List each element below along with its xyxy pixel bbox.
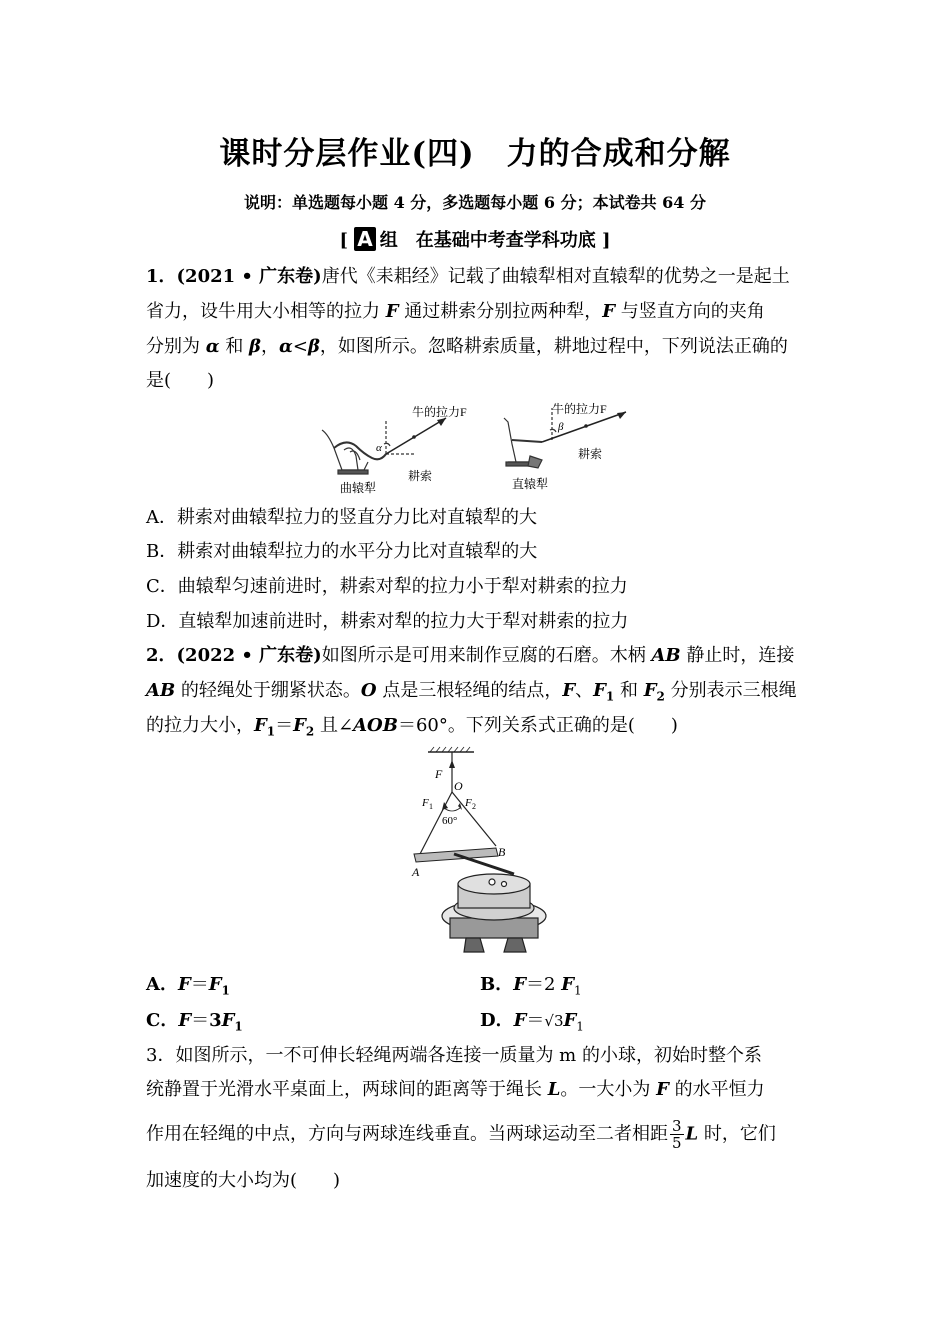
rope-ob — [452, 792, 496, 846]
label-F1: F — [422, 797, 429, 809]
q3-line-3 — [146, 1118, 808, 1151]
curved-plough-drawing — [322, 420, 416, 474]
sub-1: 1 — [576, 1019, 584, 1034]
force-label-right: 牛的拉力F — [552, 402, 607, 416]
straight-plough-label: 直辕犁 — [512, 477, 549, 491]
force-label-left: 牛的拉力F — [412, 405, 467, 419]
q1-line-2 — [146, 299, 808, 325]
q1-text-1: 唐代《耒耜经》记载了曲辕犁相对直辕犁的优势之一是起土 — [321, 266, 790, 287]
q2-text-3b: 且∠ — [314, 715, 354, 736]
arrow-head-icon — [617, 412, 626, 419]
fraction-numerator: 3 — [672, 1117, 682, 1135]
eq: ＝ — [526, 1010, 545, 1031]
q3-text-2c: 的水平恒力 — [668, 1079, 765, 1100]
var-F: F — [178, 1010, 192, 1031]
q2-text-2f: 分别表示三根绳 — [664, 680, 797, 701]
var-beta: β — [307, 336, 320, 357]
var-AOB: AOB — [353, 715, 398, 736]
q2-option-a[interactable] — [146, 972, 446, 1004]
fraction-3-5 — [670, 1118, 684, 1151]
var-F1: F — [208, 974, 222, 995]
q1-line-3 — [146, 334, 808, 360]
q3-text-3a: 作用在轻绳的中点，方向与两球连线垂直。当两球运动至二者相距 — [146, 1123, 668, 1145]
q1-text-3b: ，如图所示。忽略耕索质量，耕地过程中，下列说法正确的 — [319, 336, 788, 357]
sub-2: 2 — [656, 689, 665, 704]
coef-3: 3 — [209, 1010, 222, 1031]
q1-and: 和 — [219, 336, 250, 357]
var-F: F — [513, 974, 526, 995]
q1-source: (2021 • 广东卷) — [176, 266, 322, 287]
q2-text-2b: 的轻绳处于绷紧状态。 — [175, 680, 361, 701]
q2-and: 和 — [614, 680, 644, 701]
var-F1: F — [254, 715, 267, 736]
q2-text-1b: 静止时，连接 — [680, 645, 795, 666]
q1-text-2a: 省力，设牛用大小相等的拉力 — [146, 301, 386, 322]
label-F1-sub: 1 — [429, 802, 433, 811]
label-angle: 60° — [442, 815, 458, 827]
sub-1: 1 — [234, 1019, 243, 1034]
plough-figure — [316, 400, 636, 496]
q2-option-d[interactable] — [480, 1008, 780, 1040]
fraction-denominator: 5 — [672, 1134, 682, 1152]
q2-eq: ＝ — [275, 715, 294, 736]
arrow-up-icon — [449, 760, 455, 768]
rope-dot — [412, 435, 416, 439]
var-alpha: α — [279, 336, 293, 357]
force-arrow-right — [542, 412, 626, 442]
q1-option-a[interactable]: A．耕索对曲辕犁拉力的竖直分力比对直辕犁的大 — [146, 507, 537, 528]
q2-text-1a: 如图所示是可用来制作豆腐的石磨。木柄 — [321, 645, 652, 666]
q3-line-2 — [146, 1077, 808, 1103]
root-3: √3 — [544, 1012, 564, 1030]
q1-text-2c: 与竖直方向的夹角 — [615, 301, 765, 322]
q1-line-4: 是( ) — [146, 370, 215, 391]
q2-sep: 、 — [575, 680, 594, 701]
label-F: F — [435, 767, 443, 781]
group-heading — [0, 226, 950, 252]
var-O: O — [360, 680, 377, 701]
option-d-label: D． — [480, 1010, 514, 1031]
eq: ＝ — [526, 974, 544, 995]
curved-plough-label: 曲辕犁 — [340, 481, 377, 495]
q3-line-4: 加速度的大小均为( ) — [146, 1170, 341, 1191]
sub-1: 1 — [573, 983, 582, 998]
bracket-left: [ — [339, 230, 348, 251]
rope-label-left: 耕索 — [408, 469, 433, 483]
label-A: A — [412, 865, 420, 879]
q2-text-3a: 的拉力大小， — [146, 715, 254, 736]
q2-number: 2． — [146, 645, 177, 666]
sub-1: 1 — [605, 689, 615, 704]
var-AB: AB — [651, 645, 681, 666]
q3-line-1: 3．如图所示，一不可伸长轻绳两端各连接一质量为 m 的小球，初始时整个系 — [146, 1045, 762, 1066]
rope-dot — [584, 424, 588, 428]
label-F2-sub: 2 — [472, 802, 476, 811]
var-F: F — [177, 974, 191, 995]
q2-option-c[interactable] — [146, 1008, 446, 1040]
straight-plough-drawing — [504, 408, 556, 468]
var-beta: β — [249, 336, 261, 357]
q3-text-2b: 。一大小为 — [560, 1079, 657, 1100]
var-F: F — [513, 1010, 527, 1031]
millstone-figure — [404, 746, 554, 958]
sub-2: 2 — [305, 724, 315, 739]
option-b-label: B． — [480, 974, 514, 995]
bracket-right: ] — [602, 230, 611, 251]
sub-1: 1 — [221, 983, 230, 998]
q1-lt: < — [292, 336, 308, 357]
var-L: L — [547, 1079, 561, 1100]
q1-text-2b: 通过耕索分别拉两种犁， — [398, 301, 603, 322]
q1-option-b[interactable]: B．耕索对曲辕犁拉力的水平分力比对直辕犁的大 — [146, 541, 538, 562]
var-AB: AB — [146, 680, 176, 701]
var-F: F — [385, 301, 399, 322]
label-F2: F — [465, 797, 472, 809]
var-F1: F — [563, 1010, 577, 1031]
sub-1: 1 — [266, 724, 276, 739]
q2-source: (2022 • 广东卷) — [176, 645, 322, 666]
q2-option-b[interactable] — [480, 972, 780, 1004]
group-label: 组 在基础中考查学科功底 — [379, 230, 596, 251]
q2-line-1 — [146, 643, 808, 669]
var-F1: F — [593, 680, 606, 701]
beta-label: β — [558, 421, 564, 433]
q1-text-3a: 分别为 — [146, 336, 206, 357]
q3-text-3b: 时，它们 — [698, 1123, 776, 1145]
eq: ＝ — [191, 1010, 210, 1031]
label-O: O — [454, 779, 463, 793]
var-F1: F — [221, 1010, 235, 1031]
eq: ＝ — [190, 974, 209, 995]
q2-line-3 — [146, 713, 808, 745]
group-badge: A — [354, 227, 375, 251]
q1-comma: ， — [261, 336, 279, 357]
label-B: B — [498, 845, 506, 859]
var-F1: F — [561, 974, 574, 995]
option-c-label: C． — [146, 1010, 179, 1031]
force-arrow-left — [386, 418, 446, 454]
q1-option-d[interactable]: D．直辕犁加速前进时，耕索对犁的拉力大于犁对耕索的拉力 — [146, 611, 629, 632]
var-L: L — [685, 1123, 699, 1145]
q1-option-c[interactable]: C．曲辕犁匀速前进时，耕索对犁的拉力小于犁对耕索的拉力 — [146, 576, 628, 597]
var-F: F — [656, 1079, 669, 1100]
alpha-label: α — [376, 442, 382, 454]
option-a-label: A． — [146, 974, 178, 995]
coef-2: 2 — [544, 974, 556, 995]
var-F2: F — [293, 715, 306, 736]
q2-text-2c: 点是三根轻绳的结点， — [376, 680, 563, 701]
q1-number: 1． — [146, 266, 177, 287]
var-F: F — [562, 680, 576, 701]
q2-line-2 — [146, 678, 808, 710]
var-F: F — [602, 301, 616, 322]
q3-text-2a: 统静置于光滑水平桌面上，两球间的距离等于绳长 — [146, 1079, 548, 1100]
score-note: 说明：单选题每小题 4 分，多选题每小题 6 分；本试卷共 64 分 — [244, 193, 706, 212]
page-title: 课时分层作业(四) 力的合成和分解 — [219, 136, 731, 172]
millstone-drawing — [442, 874, 546, 952]
rope-label-right: 耕索 — [578, 447, 603, 461]
arrow-head-icon — [437, 418, 446, 426]
q2-text-3c: ＝60°。下列关系式正确的是( ) — [397, 715, 678, 736]
var-F2: F — [643, 680, 657, 701]
q1-line-1 — [146, 264, 808, 290]
var-alpha: α — [205, 336, 220, 357]
